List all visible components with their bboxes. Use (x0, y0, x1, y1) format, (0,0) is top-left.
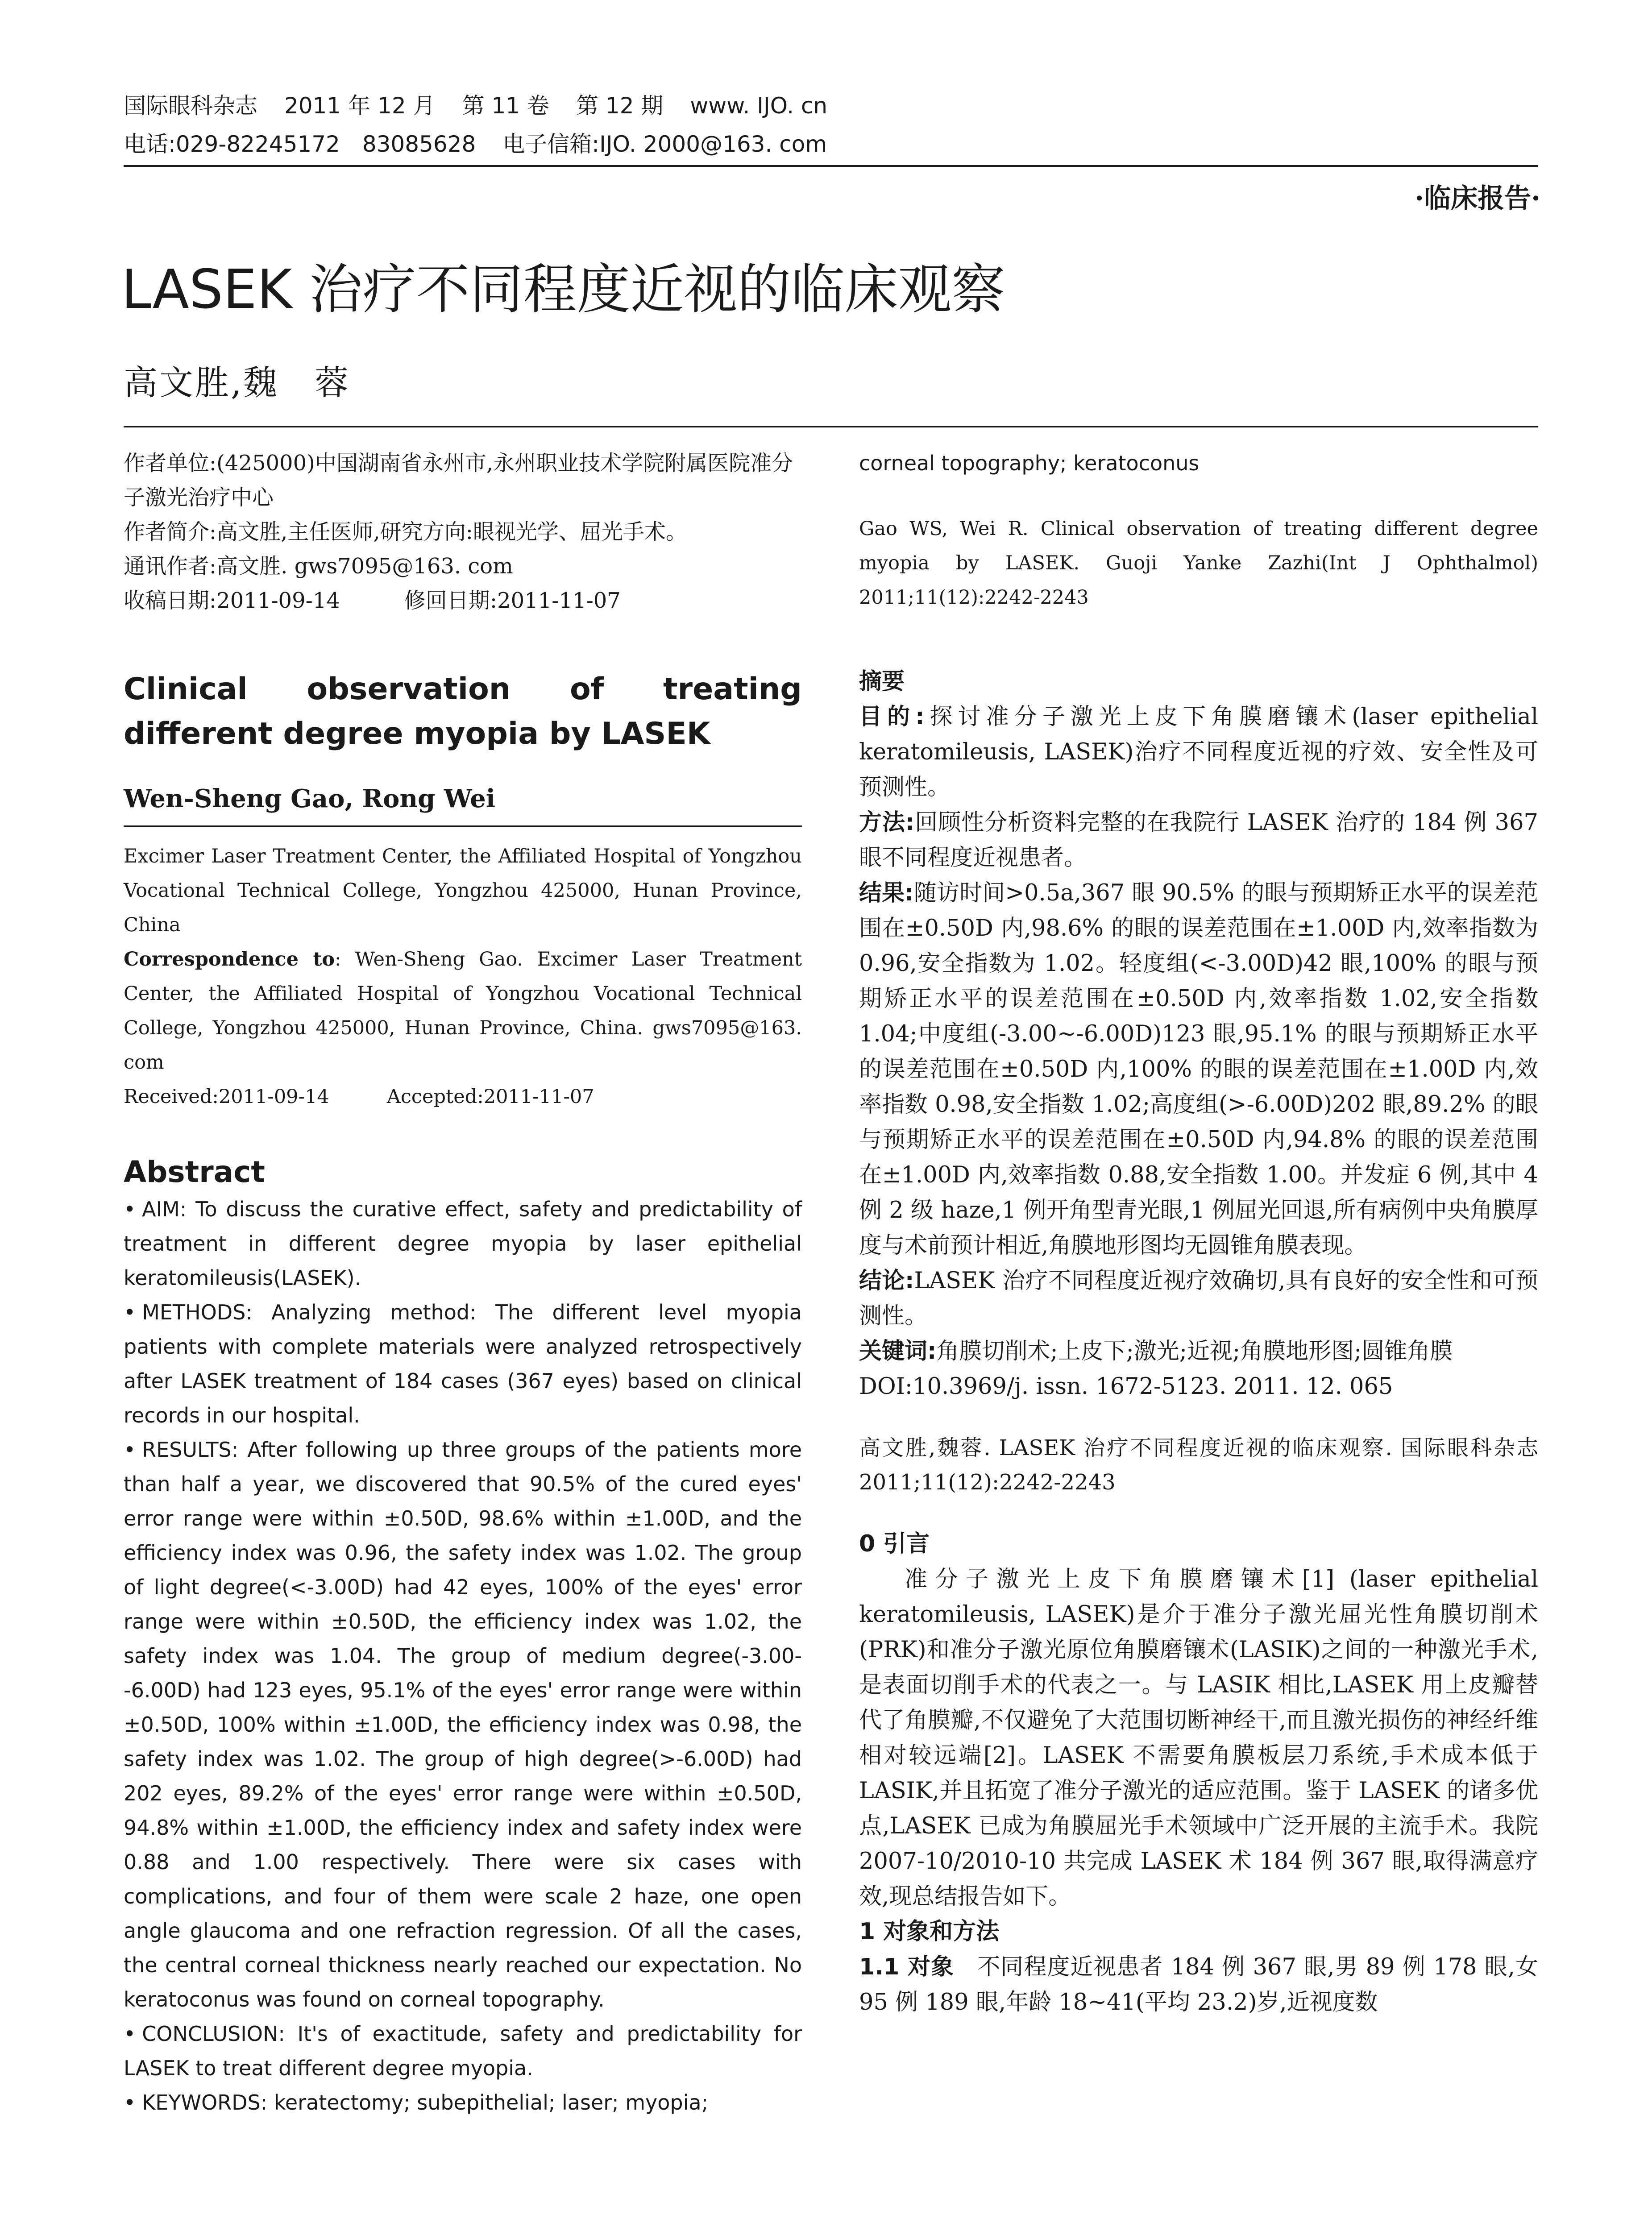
abstract-heading: Abstract (124, 1155, 265, 1189)
citation-cn: 高文胜,魏蓉. LASEK 治疗不同程度近视的临床观察. 国际眼科杂志 2011;11(12):2242-2243 (859, 1435, 1538, 1495)
correspondence (124, 942, 802, 1080)
abstract-cn-results: 结果:随访时间>0.5a,367 眼 90.5% 的眼与预期矫正水平的误差范围在±0.50D 内,98.6% 的眼的误差范围在±1.00D 内,效率指数为 0.96,安全指数为 1.02。轻度组(<-3.00D)42 眼,100% 的眼与预期矫正水平的误差范围在±0.50D 内,效率指数 1.02,安全指数 1.04;中度组(-3.00~-6.00D)123 眼,95.1% 的眼与预期矫正水平的误差范围在±0.50D 内,100% 的眼的误差范围在±1.00D 内,效率指数 0.98,安全指数 1.02;高度组(>-6.00D)202 眼,89.2% 的眼与预期矫正水平的误差范围在±0.50D 内,94.8% 的眼的误差范围在±1.00D 内,效率指数 0.88,安全指数 1.00。并发症 6 例,其中 4 例 2 级 haze,1 例开角型青光眼,1 例屈光回退,所有病例中央角膜厚度与术前预计相近,角膜地形图均无圆锥角膜表现。 (859, 880, 1538, 1259)
subjects-label: 1.1 对象 (859, 1954, 955, 1980)
intro-paragraph: 准分子激光上皮下角膜磨镶术[1] (laser epithelial keratomileusis, LASEK)是介于准分子激光屈光性角膜切削术(PRK)和准分子激光原位角膜磨镶术(LASIK)之间的一种激光手术,是表面切削手术的代表之一。与 LASIK 相比,LASEK 用上皮瓣替代了角膜瓣,不仅避免了大范围切断神经干,而且激光损伤的神经纤维相对较远端[2]。LASEK 不需要角膜板层刀系统,手术成本低于 LASIK,并且拓宽了准分子激光的适应范围。鉴于 LASEK 的诸多优点,LASEK 已成为角膜屈光手术领域中广泛开展的主流手术。我院 2007-10/2010-10 共完成 LASEK 术 184 例 367 眼,取得满意疗效,现总结报告如下。 (859, 1566, 1538, 1910)
abstract-aim: • AIM: To discuss the curative effect, safety and predictability of treatment in different degree myopia by laser epithelial keratomileusis(LASEK). (124, 1197, 802, 1290)
abstract-cn (859, 664, 1538, 1404)
received-dates-en: Received:2011-09-14 Accepted:2011-11-07 (124, 1086, 594, 1108)
issue-date: 2011 年 12 月 (284, 93, 436, 119)
article-title: LASEK 治疗不同程度近视的临床观察 (121, 259, 1005, 321)
author-bio: 作者简介:高文胜,主任医师,研究方向:眼视光学、屈光手术。 (124, 519, 687, 544)
received-dates-cn: 收稿日期:2011-09-14 修回日期:2011-11-07 (124, 588, 621, 613)
abstract-results: • RESULTS: After following up three groups of the patients more than half a year, we discovered that 90.5% of the cured eyes' error range were within ±0.50D, 98.6% within ±1.00D, and the efficiency index was 0.96, the safety index was 1.02. The group of light degree(<-3.00D) had 42 eyes, 100% of the eyes' error range were within ±0.50D, the efficiency index was 1.02, the safety index was 1.04. The group of medium degree(-3.00--6.00D) had 123 eyes, 95.1% of the eyes' error range were within ±0.50D, 100% within ±1.00D, the efficiency index was 0.98, the safety index was 1.02. The group of high degree(>-6.00D) had 202 eyes, 89.2% of the eyes' error range were within ±0.50D, 94.8% within ±1.00D, the efficiency index and safety index were 0.88 and 1.00 respectively. There were six cases with complications, and four of them were scale 2 haze, one open angle glaucoma and one refraction regression. Of all the cases, the central corneal thickness nearly reached our expectation. No keratoconus was found on corneal topography. (124, 1438, 802, 2011)
abstract-en (124, 1192, 802, 2120)
correspondence-label: Correspondence to (124, 948, 335, 970)
journal-contact (124, 128, 854, 161)
affiliation-cn: 作者单位:(425000)中国湖南省永州市,永州职业技术学院附属医院准分子激光治疗中心 (124, 451, 793, 510)
doi: DOI:10.3969/j. issn. 1672-5123. 2011. 12. 065 (859, 1373, 1393, 1400)
volume: 第 11 卷 (462, 93, 549, 119)
website-link[interactable]: www. IJO. cn (690, 93, 828, 119)
authors-rule (124, 825, 802, 827)
intro-heading: 0 引言 (859, 1530, 930, 1557)
keywords-label: KEYWORDS: (142, 2090, 268, 2115)
abstract-cn-keywords: 关键词:角膜切削术;上皮下;激光;近视;角膜地形图;圆锥角膜 (859, 1338, 1453, 1364)
journal-header (124, 89, 854, 122)
affiliation-en (124, 839, 802, 1114)
intro-body (859, 1562, 1538, 1914)
correspondence-text: : Wen-Sheng Gao. Excimer Laser Treatment Center, the Affiliated Hospital of Yongzhou Vocational Technical College, Yongzhou 425000, Hunan Province, China. gws7095@163. com (124, 948, 802, 1074)
header-rule (124, 165, 1538, 167)
title-rule (124, 426, 1538, 427)
corresponding-author: 通讯作者:高文胜. gws7095@163. com (124, 554, 513, 579)
authors-cn: 高文胜,魏 蓉 (124, 363, 351, 402)
email: 电子信箱:IJO. 2000@163. com (502, 131, 827, 157)
section-tag: ·临床报告· (1415, 183, 1540, 214)
phone: 电话:029-82245172 83085628 (124, 131, 476, 157)
author-info (124, 446, 802, 618)
methods-subjects (859, 1949, 1538, 2020)
methods-label: METHODS: (142, 1300, 253, 1324)
left-column (124, 446, 802, 2120)
abstract-cn-heading: 摘要 (859, 668, 905, 695)
abstract-cn-aim: 目的:探讨准分子激光上皮下角膜磨镶术(laser epithelial keratomileusis, LASEK)治疗不同程度近视的疗效、安全性及可预测性。 (859, 704, 1538, 800)
conclusion-label: CONCLUSION: (142, 2022, 285, 2046)
journal-name: 国际眼科杂志 (124, 93, 257, 119)
subjects-text: 不同程度近视患者 184 例 367 眼,男 89 例 178 眼,女 95 例 189 眼,年龄 18~41(平均 23.2)岁,近视度数 (859, 1954, 1538, 2015)
abstract-keywords: • KEYWORDS: keratectomy; subepithelial; laser; myopia; (124, 2090, 709, 2115)
abstract-cn-methods: 方法:回顾性分析资料完整的在我院行 LASEK 治疗的 184 例 367 眼不同程度近视患者。 (859, 809, 1538, 871)
results-label: RESULTS: (142, 1438, 239, 1462)
right-column (859, 446, 1538, 2020)
abstract-methods: • METHODS: Analyzing method: The different level myopia patients with complete materials were analyzed retrospectively after LASEK treatment of 184 cases (367 eyes) based on clinical records in our hospital. (124, 1300, 802, 1427)
affiliation-en-text: Excimer Laser Treatment Center, the Affiliated Hospital of Yongzhou Vocational Technical College, Yongzhou 425000, Hunan Province, China (124, 845, 802, 936)
methods-heading: 1 对象和方法 (859, 1918, 1000, 1945)
authors-en: Wen-Sheng Gao, Rong Wei (124, 784, 495, 813)
article-title-en: Clinical observation of treating different degree myopia by LASEK (124, 672, 802, 751)
aim-label: AIM: (142, 1197, 187, 1221)
abstract-cn-conclusion: 结论:LASEK 治疗不同程度近视疗效确切,具有良好的安全性和可预测性。 (859, 1268, 1538, 1329)
issue: 第 12 期 (576, 93, 664, 119)
keywords-continued: corneal topography; keratoconus (859, 451, 1200, 475)
citation-en: Gao WS, Wei R. Clinical observation of treating different degree myopia by LASEK. Guoji Yanke Zazhi(Int J Ophthalmol) 2011;11(12):2242-2243 (859, 518, 1538, 609)
abstract-conclusion: • CONCLUSION: It's of exactitude, safety and predictability for LASEK to treat different degree myopia. (124, 2022, 802, 2080)
